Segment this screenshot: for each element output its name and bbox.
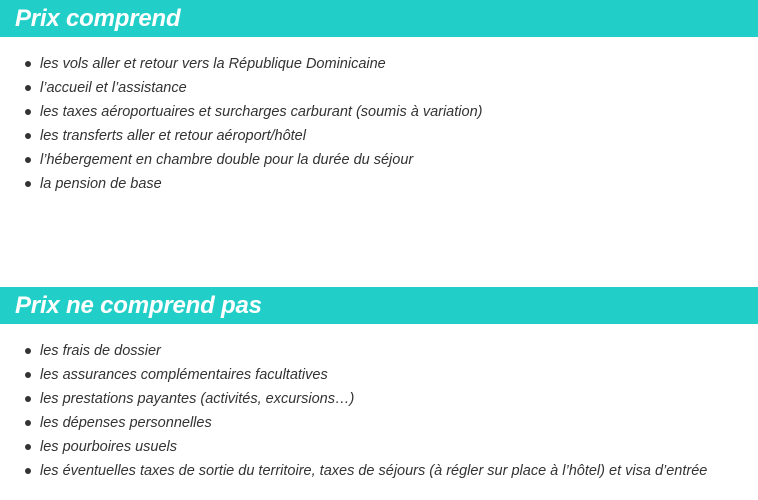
list-item [0, 435, 707, 459]
list-item-text: la pension de base [40, 176, 162, 192]
list-item-text: les prestations payantes (activités, excursions…) [40, 391, 355, 407]
bullet-icon [25, 61, 31, 67]
list-item-text: les assurances complémentaires facultatives [40, 367, 328, 383]
bullet-icon [25, 181, 31, 187]
list-item-text: l’accueil et l’assistance [40, 80, 187, 96]
list-item [0, 52, 482, 76]
list-item [0, 339, 707, 363]
included-list [0, 52, 482, 196]
list-item [0, 363, 707, 387]
bullet-icon [25, 85, 31, 91]
list-item [0, 124, 482, 148]
excluded-list [0, 339, 707, 483]
list-item-text: l’hébergement en chambre double pour la durée du séjour [40, 152, 414, 168]
list-item-text: les dépenses personnelles [40, 415, 212, 431]
bullet-icon [25, 468, 31, 474]
bullet-icon [25, 420, 31, 426]
list-item [0, 148, 482, 172]
bullet-icon [25, 372, 31, 378]
list-item-text: les pourboires usuels [40, 439, 178, 455]
list-item [0, 387, 707, 411]
bullet-icon [25, 109, 31, 115]
list-item [0, 100, 482, 124]
bullet-icon [25, 396, 31, 402]
excluded-section-header [0, 287, 758, 324]
list-item-text: les transferts aller et retour aéroport/hôtel [40, 128, 306, 144]
bullet-icon [25, 133, 31, 139]
list-item-text: les éventuelles taxes de sortie du territoire, taxes de séjours (à régler sur place à l’hôtel) et visa d’entrée [40, 463, 708, 479]
bullet-icon [25, 157, 31, 163]
excluded-section-title: Prix ne comprend pas [15, 292, 262, 319]
list-item-text: les taxes aéroportuaires et surcharges carburant (soumis à variation) [40, 104, 483, 120]
bullet-icon [25, 444, 31, 450]
included-section-title: Prix comprend [15, 5, 181, 32]
list-item [0, 459, 707, 483]
list-item-text: les vols aller et retour vers la République Dominicaine [40, 56, 386, 72]
bullet-icon [25, 348, 31, 354]
list-item [0, 411, 707, 435]
list-item [0, 76, 482, 100]
list-item [0, 172, 482, 196]
included-section-header [0, 0, 758, 37]
list-item-text: les frais de dossier [40, 343, 161, 359]
